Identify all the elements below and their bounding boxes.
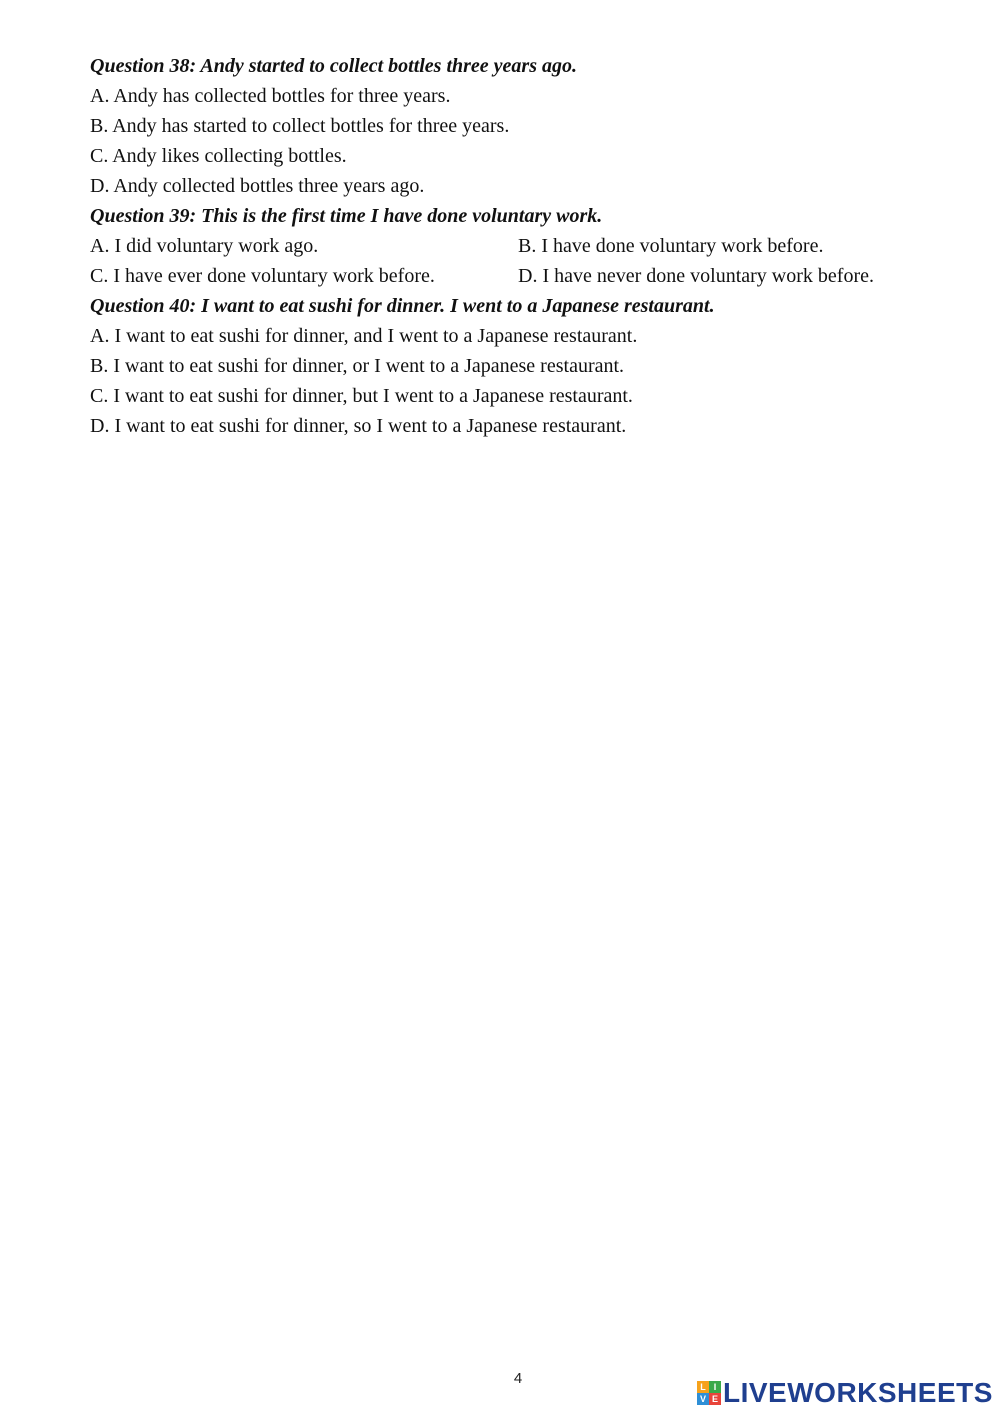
question-38-option-d[interactable]: D. Andy collected bottles three years ago. (90, 175, 425, 197)
question-39-option-a[interactable]: A. I did voluntary work ago. (90, 235, 319, 257)
question-39-title: Question 39: This is the first time I have done voluntary work. (90, 205, 603, 227)
question-38-option-b[interactable]: B. Andy has started to collect bottles for three years. (90, 115, 510, 137)
liveworksheets-wordmark: LIVEWORKSHEETS (723, 1377, 993, 1408)
liveworksheets-logo-icon (697, 1381, 721, 1405)
logo-letter-i: I (709, 1381, 721, 1393)
logo-letter-v: V (697, 1393, 709, 1405)
question-38-option-c[interactable]: C. Andy likes collecting bottles. (90, 145, 347, 167)
question-list (90, 51, 930, 441)
question-40-option-a[interactable]: A. I want to eat sushi for dinner, and I went to a Japanese restaurant. (90, 325, 638, 347)
question-38-title: Question 38: Andy started to collect bottles three years ago. (90, 55, 578, 77)
question-40-option-c[interactable]: C. I want to eat sushi for dinner, but I went to a Japanese restaurant. (90, 385, 633, 407)
question-40-option-b[interactable]: B. I want to eat sushi for dinner, or I went to a Japanese restaurant. (90, 355, 625, 377)
question-38-option-a[interactable]: A. Andy has collected bottles for three years. (90, 85, 451, 107)
question-39-options-row-2 (90, 261, 930, 291)
question-39-option-c[interactable]: C. I have ever done voluntary work before. (90, 265, 435, 287)
question-39-options-row-1 (90, 231, 930, 261)
logo-letter-e: E (709, 1393, 721, 1405)
liveworksheets-logo (697, 1378, 993, 1408)
question-39-option-b[interactable]: B. I have done voluntary work before. (518, 235, 824, 257)
logo-letter-l: L (697, 1381, 709, 1393)
question-40-title: Question 40: I want to eat sushi for dinner. I went to a Japanese restaurant. (90, 295, 715, 317)
question-40-option-d[interactable]: D. I want to eat sushi for dinner, so I went to a Japanese restaurant. (90, 415, 627, 437)
page-number: 4 (513, 1370, 523, 1387)
question-39-option-d[interactable]: D. I have never done voluntary work before. (518, 265, 874, 287)
